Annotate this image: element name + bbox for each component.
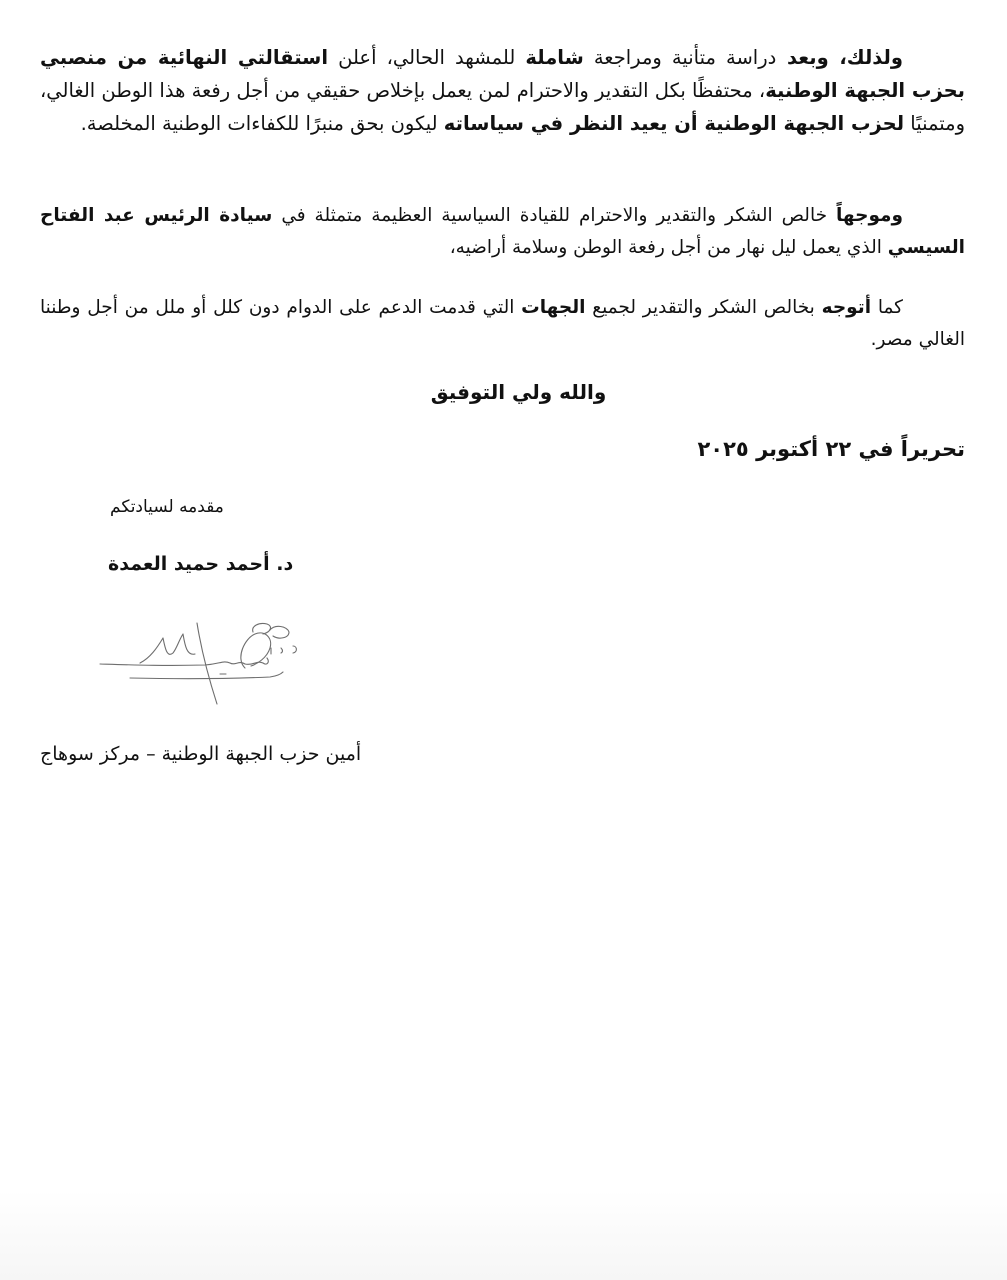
text-segment: سيادة الرئيس عبد الفتاح السيسي: [40, 205, 965, 258]
text-segment: ولذلك، وبعد: [776, 46, 903, 69]
text-segment: استقالتي النهائية من منصبي بحزب الجبهة الوطنية: [40, 46, 965, 102]
text-segment: ، محتفظًا بكل التقدير والاحترام لمن يعمل بإخلاص حقيقي من أجل رفعة هذا الوطن الغالي، ومتمنيًا: [40, 79, 965, 135]
signature-stroke: [281, 648, 283, 653]
paragraph-resignation: [40, 41, 965, 140]
text-segment: الذي يعمل ليل نهار من أجل رفعة الوطن وسلامة أراضيه،: [449, 237, 888, 258]
text-segment: لحزب الجبهة الوطنية أن يعيد النظر في سياساته: [443, 112, 905, 135]
signature-stroke: [100, 658, 268, 665]
signature-stroke: [270, 626, 289, 638]
text-segment: متأنية ومراجعة: [583, 46, 727, 69]
handwritten-signature: [95, 608, 305, 713]
text-segment: أتوجه: [821, 297, 872, 318]
text-segment: الجهات: [521, 297, 586, 318]
text-segment: دراسة: [726, 46, 777, 69]
signature-stroke: [130, 672, 283, 679]
signature-stroke: [140, 634, 195, 663]
signer-name: د. أحمد حميد العمدة: [108, 553, 294, 575]
signature-stroke: [293, 646, 296, 653]
text-segment: كما: [871, 297, 903, 318]
paragraph-thanks-president: [40, 200, 965, 264]
text-segment: خالص الشكر والتقدير والاحترام للقيادة السياسية العظيمة متمثلة في: [272, 205, 836, 226]
presented-to: مقدمه لسيادتكم: [110, 497, 224, 517]
paragraph-thanks-entities: [40, 292, 965, 356]
text-segment: شاملة: [525, 46, 584, 69]
text-segment: ليكون بحق منبرًا للكفاءات الوطنية المخلصة.: [80, 112, 444, 135]
text-segment: وموجهاً: [835, 205, 904, 226]
signer-title: أمين حزب الجبهة الوطنية – مركز سوهاج: [40, 743, 362, 765]
letter-date: تحريراً في ٢٢ أكتوبر ٢٠٢٥: [697, 437, 965, 461]
text-segment: التي قدمت الدعم على الدوام دون كلل أو ملل من أجل وطننا الغالي مصر.: [40, 297, 965, 350]
closing-phrase: والله ولي التوفيق: [430, 380, 607, 404]
text-segment: بخالص الشكر والتقدير لجميع: [585, 297, 822, 318]
text-segment: للمشهد الحالي، أعلن: [328, 46, 526, 69]
